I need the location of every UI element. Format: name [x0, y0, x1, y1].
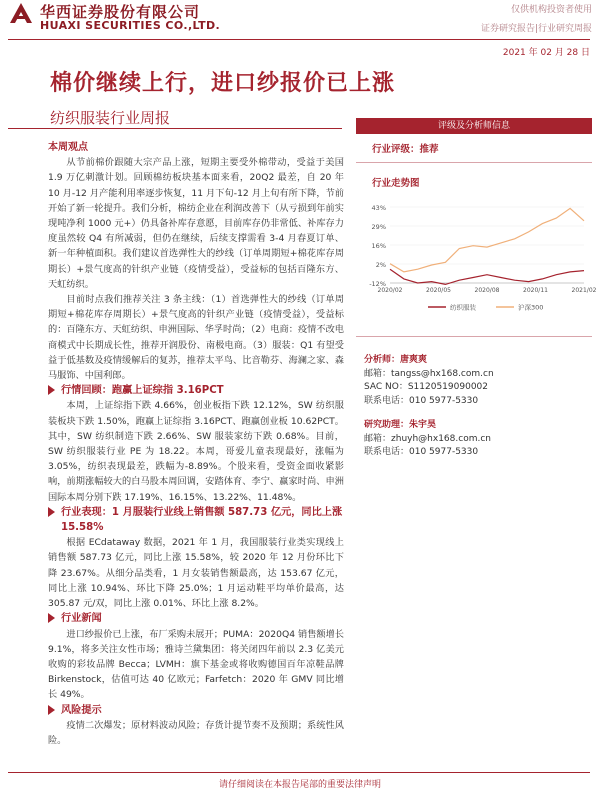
email-label: 邮箱： [364, 368, 392, 379]
series-line-1 [390, 208, 584, 272]
subtitle-divider [8, 128, 342, 129]
audience-tag: 仅供机构投资者使用 [510, 5, 592, 15]
paragraph-cotton: 从节前棉价跟随大宗产品上涨，短期主要受外棉带动，受益于美国 1.9 万亿刺激计划。回顾棉纺板块基本面来看，20Q2 最差，自 20 年 10 月-12 月产能利用率逐步恢复，11 月下旬-12 月上旬有所下降，节前开始了新一轮提升。我们分析，棉纺企业在利润改善下（从亏损到年前实现吨净利 1000 元+）仍具备补库存意愿，目前库存仍非常低、补库存力度虽然较 Q4 有所减弱，但仍在继续，后续支撑需看 3-4 月春夏订单、新一年种植面积。我们建议首选弹性大的纱线（订单周期短+棉花库存周期长）+景气度高的针织产业链（疫情受益），受益标的包括百隆东方、天虹纺织。 [48, 157, 344, 290]
industry-performance-heading: 行业表现：1 月服装行业线上销售额 587.73 亿元，同比上涨 15.58% [61, 506, 343, 534]
report-subtitle: 纺织服装行业周报 [50, 109, 171, 127]
bullet-triangle-icon [48, 613, 55, 623]
industry-rating [372, 141, 439, 155]
phone-label: 联系电话： [364, 395, 410, 406]
assistant-role: 研究助理： [364, 420, 410, 430]
risk-heading: 风险提示 [61, 704, 102, 716]
panel-divider [356, 162, 592, 163]
phone-label: 联系电话： [364, 447, 410, 457]
report-type-tag: 证券研究报告|行业研究周报 [480, 24, 592, 34]
paragraph-industry-news: 进口纱报价已上涨，布厂采购未展开；PUMA：2020Q4 销售额增长 9.1%，将多关注女性市场；雅诗兰黛集团：将关闭四年前以 2.3 亿美元收购的彩妆品牌 Becca；LVMH：旗下基金或将收购德国百年凉鞋品牌 Birkenstock，估值可达 40 亿欧元；Farfetch：2020 年 GMV 同比增长 49%。 [48, 628, 344, 701]
legend-label: 纺织服装 [450, 303, 476, 312]
section-industry-performance [48, 505, 344, 535]
rating-value: 推荐 [419, 144, 439, 155]
analyst-contact [364, 354, 494, 408]
x-tick-label: 2020/02 [377, 287, 403, 294]
assistant-name: 朱宇昊 [409, 420, 437, 430]
y-tick-label: 16% [371, 242, 386, 250]
legal-notice-footer: 请仔细阅读在本报告尾部的重要法律声明 [218, 780, 381, 790]
x-tick-label: 2020/05 [426, 287, 451, 294]
trend-chart-title: 行业走势图 [372, 178, 420, 189]
panel-divider [356, 336, 592, 337]
company-name-cn: 华西证券股份有限公司 [40, 3, 201, 21]
section-risk [48, 703, 344, 718]
x-tick-label: 2020/08 [474, 287, 500, 294]
report-date: 2021 年 02 月 28 日 [502, 48, 590, 58]
industry-trend-chart [356, 195, 597, 325]
legend-label: 沪深300 [518, 303, 544, 312]
report-body [48, 140, 344, 748]
x-tick-label: 2021/02 [571, 287, 597, 294]
y-tick-label: -12% [369, 280, 386, 288]
bullet-triangle-icon [48, 385, 55, 395]
header-divider [8, 39, 590, 40]
email-label: 邮箱： [364, 433, 392, 444]
y-tick-label: 29% [371, 223, 386, 231]
core-view-heading: 本周观点 [48, 142, 88, 153]
bullet-triangle-icon [48, 705, 55, 715]
assistant-email: zhuyh@hx168.com.cn [391, 433, 491, 444]
analyst-phone: 010 5977-5330 [409, 395, 479, 406]
assistant-contact [364, 419, 491, 460]
paragraph-market-review: 本周，上证综指下跌 4.66%，创业板指下跌 12.12%，SW 纺织服装板块下跌 1.50%，跑赢上证综指 3.16PCT、跑赢创业板 10.62PCT。其中，SW 纺织制造下跌 2.66%、SW 服装家纺下跌 0.68%。目前，SW 纺织服装行业 PE 为 18.22。本周，哥爱儿童表现最好，涨幅为 3.05%，纺织表现最差，跌幅为-8.89%。个股来看，受资金面收紧影响，前期涨幅较大的白马股本周回调，安踏体育、李宁、赢家时尚、申洲国际本周分别下跌 17.19%、16.15%、13.22%、11.48%。 [48, 400, 344, 503]
section-industry-news [48, 611, 344, 626]
paragraph-risk: 疫情二次爆发；原材料波动风险；存货计提节奏不及预期；系统性风险。 [48, 719, 344, 746]
company-name-en: HUAXI SECURITIES CO.,LTD. [40, 19, 221, 32]
footer-divider [8, 772, 590, 773]
analyst-sac: S1120519090002 [407, 382, 488, 392]
section-market-review [48, 383, 344, 398]
paragraph-recommendations: 目前时点我们推荐关注 3 条主线：（1）首选弹性大的纱线（订单周期短+棉花库存周期长）+景气度高的针织产业链（疫情受益），受益标的：百隆东方、天虹纺织、申洲国际、华孚时尚；（2）电商：疫情不改电商模式中长期成长性，推荐开润股份、南极电商。（3）服装：Q1 有望受益于低基数及疫情缓解后的复苏，推荐太平鸟、比音勒芬、海澜之家、森马服饰、中国利郎。 [48, 294, 344, 382]
y-tick-label: 2% [375, 261, 386, 269]
market-review-heading: 行情回顾：跑赢上证综指 3.16PCT [61, 385, 224, 397]
assistant-phone: 010 5977-5330 [409, 447, 479, 457]
analyst-panel-header: 评级及分析师信息 [356, 118, 592, 134]
huaxi-logo-icon [8, 2, 34, 24]
paragraph-industry-performance: 根据 ECdataway 数据，2021 年 1 月，我国服装行业类实现线上销售额 587.73 亿元，同比上涨 15.58%，较 2020 年 12 月份环比下降 23.67%。从细分品类看，1 月女装销售额最高，达 153.67 亿元，同比上涨 10.94%、环比下降 25.0%；1 月运动鞋平均单价最高，达 305.87 元/双，同比上涨 0.01%、环比上涨 8.2%。 [48, 537, 344, 610]
analyst-name: 唐爽爽 [400, 355, 428, 365]
report-title: 棉价继续上行，进口纱报价已上涨 [50, 70, 396, 96]
y-tick-label: 43% [371, 204, 386, 212]
sac-label: SAC NO： [364, 382, 408, 392]
analyst-role: 分析师： [364, 355, 401, 365]
bullet-triangle-icon [48, 507, 55, 517]
series-line-0 [390, 269, 584, 284]
x-tick-label: 2020/11 [523, 287, 548, 294]
rating-label: 行业评级： [372, 144, 420, 155]
industry-news-heading: 行业新闻 [61, 613, 102, 625]
analyst-email: tangss@hx168.com.cn [391, 368, 494, 379]
